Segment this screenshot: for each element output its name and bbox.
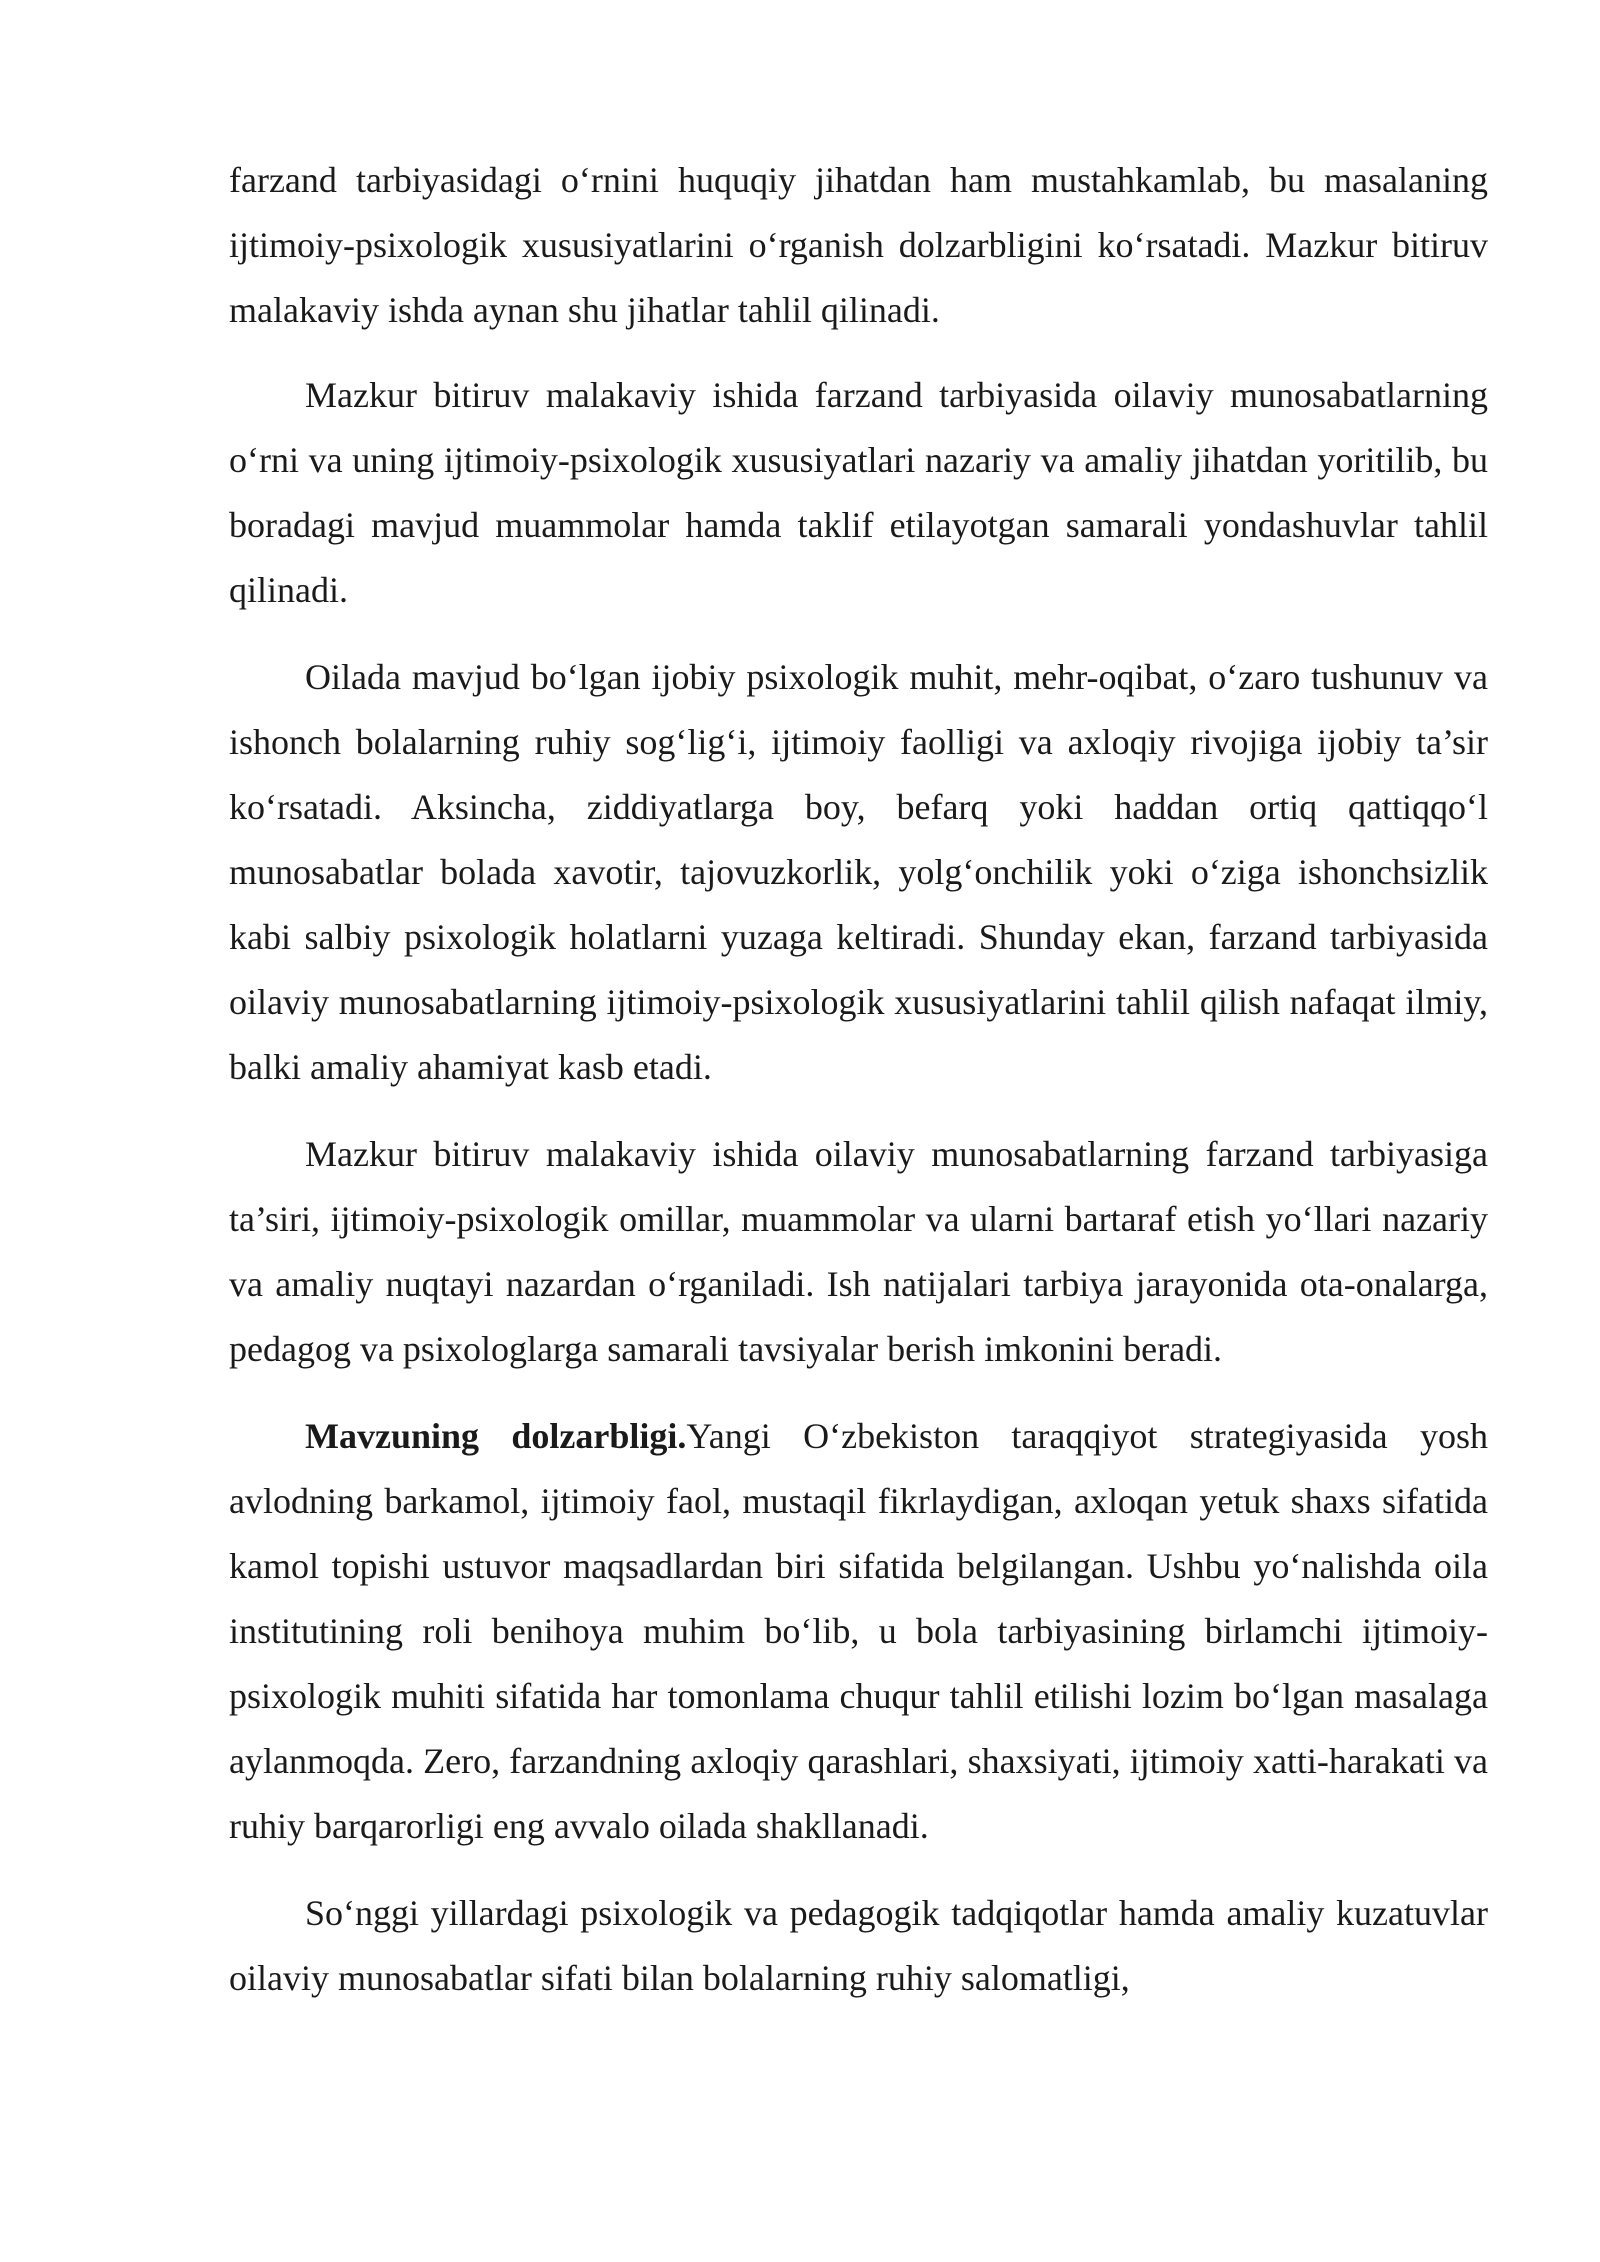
paragraph-purpose: Mazkur bitiruv malakaviy ishida farzand tarbiyasida oilaviy munosabatlarning o‘rni va uning ijtimoiy-psixologik xususiyatlari nazariy va amaliy jihatdan yoritilib, bu boradagi mavjud muammolar hamda taklif etilayotgan samarali yondashuvlar tahlil qilinadi. — [229, 375, 1488, 610]
relevance-heading: Mavzuning dolzarbligi. — [305, 1416, 687, 1456]
paragraph-family-environment: Oilada mavjud bo‘lgan ijobiy psixologik muhit, mehr-oqibat, o‘zaro tushunuv va ishonch bolalarning ruhiy sog‘lig‘i, ijtimoiy faolligi va axloqiy rivojiga ijobiy ta’sir ko‘rsatadi. Aksincha, ziddiyatlarga boy, befarq yoki haddan ortiq qattiqqo‘l munosabatlar bolada xavotir, tajovuzkorlik, yolg‘onchilik yoki o‘ziga ishonchsizlik kabi salbiy psixologik holatlarni yuzaga keltiradi. Shunday ekan, farzand tarbiyasida oilaviy munosabatlarning ijtimoiy-psixologik xususiyatlarini tahlil qilish nafaqat ilmiy, balki amaliy ahamiyat kasb etadi. — [229, 657, 1488, 1087]
paragraph-continuation: farzand tarbiyasidagi o‘rnini huquqiy jihatdan ham mustahkamlab, bu masalaning ijtimoiy-psixologik xususiyatlarini o‘rganish dolzarbligini ko‘rsatadi. Mazkur bitiruv malakaviy ishda aynan shu jihatlar tahlil qilinadi. — [229, 160, 1488, 330]
relevance-text: Yangi O‘zbekiston taraqqiyot strategiyasida yosh avlodning barkamol, ijtimoiy faol, mustaqil fikrlaydigan, axloqan yetuk shaxs sifatida kamol topishi ustuvor maqsadlardan biri sifatida belgilangan. Ushbu yo‘nalishda oila institutining roli benihoya muhim bo‘lib, u bola tarbiyasining birlamchi ijtimoiy-psixologik muhiti sifatida har tomonlama chuqur tahlil etilishi lozim bo‘lgan masalaga aylanmoqda. Zero, farzandning axloqiy qarashlari, shaxsiyati, ijtimoiy xatti-harakati va ruhiy barqarorligi eng avvalo oilada shakllanadi. — [229, 1416, 1489, 1846]
paragraph-research-scope: Mazkur bitiruv malakaviy ishida oilaviy munosabatlarning farzand tarbiyasiga ta’siri, ijtimoiy-psixologik omillar, muammolar va ularni bartaraf etish yo‘llari nazariy va amaliy nuqtayi nazardan o‘rganiladi. Ish natijalari tarbiya jarayonida ota-onalarga, pedagog va psixologlarga samarali tavsiyalar berish imkonini beradi. — [229, 1134, 1488, 1369]
paragraph-relevance — [229, 1404, 1488, 1859]
document-page — [229, 148, 1488, 2033]
paragraph-recent-studies: So‘nggi yillardagi psixologik va pedagogik tadqiqotlar hamda amaliy kuzatuvlar oilaviy munosabatlar sifati bilan bolalarning ruhiy salomatligi, — [229, 1893, 1488, 1998]
